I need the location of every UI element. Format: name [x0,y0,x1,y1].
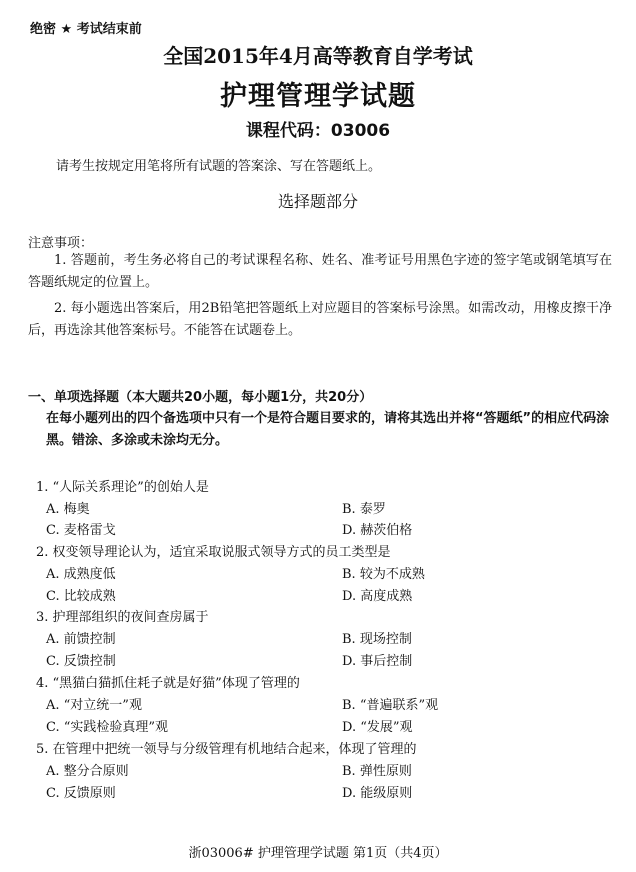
option-d: D. “发展”观 [342,720,413,735]
answer-instruction: 请考生按规定用笔将所有试题的答案涂、写在答题纸上。 [56,159,382,174]
option-d: D. 事后控制 [342,654,413,669]
option-c: C. 反馈控制 [46,654,116,669]
option-b: B. 较为不成熟 [342,567,425,582]
page-footer: 浙03006# 护理管理学试题 第1页（共4页） [188,846,448,861]
option-b: B. 弹性原则 [342,764,412,779]
option-d: D. 赫茨伯格 [342,523,413,538]
option-a: A. 成熟度低 [46,567,116,582]
question-stem: 1. “人际关系理论”的创始人是 [36,480,209,495]
option-b: B. “普遍联系”观 [342,698,439,713]
question-stem: 2. 权变领导理论认为，适宜采取说服式领导方式的员工类型是 [36,545,391,560]
option-d: D. 高度成熟 [342,589,413,604]
option-b: B. 泰罗 [342,502,386,517]
option-c: C. 麦格雷戈 [46,523,116,538]
option-d: D. 能级原则 [342,786,413,801]
option-c: C. 反馈原则 [46,786,116,801]
secret-label: 绝密 ★ 考试结束前 [30,22,142,37]
part-heading: 一、单项选择题（本大题共20小题，每小题1分，共20分） [28,390,373,405]
notes-heading: 注意事项： [28,236,94,251]
option-c: C. “实践检验真理”观 [46,720,169,735]
question-stem: 4. “黑猫白猫抓住耗子就是好猫”体现了管理的 [36,676,300,691]
question-stem: 3. 护理部组织的夜间查房属于 [36,610,209,625]
section-title: 选择题部分 [277,192,358,211]
subject-title: 护理管理学试题 [220,81,416,112]
option-a: A. 前馈控制 [46,632,116,647]
note-item: 2. 每小题选出答案后，用2B铅笔把答题纸上对应题目的答案标号涂黑。如需改动，用橡皮擦干净后，再选涂其他答案标号。不能答在试题卷上。 [28,301,612,338]
option-c: C. 比较成熟 [46,589,116,604]
course-code: 课程代码：03006 [245,121,391,141]
exam-title: 全国2015年4月高等教育自学考试 [163,44,473,68]
option-a: A. 整分合原则 [46,764,129,779]
option-a: A. “对立统一”观 [46,698,142,713]
part-description: 在每小题列出的四个备选项中只有一个是符合题目要求的，请将其选出并将“答题纸”的相应代码涂黑。错涂、多涂或未涂均无分。 [46,411,610,448]
option-b: B. 现场控制 [342,632,412,647]
note-item: 1. 答题前，考生务必将自己的考试课程名称、姓名、准考证号用黑色字迹的签字笔或钢笔填写在答题纸规定的位置上。 [28,253,612,290]
option-a: A. 梅奥 [46,502,90,517]
question-stem: 5. 在管理中把统一领导与分级管理有机地结合起来，体现了管理的 [36,742,417,757]
